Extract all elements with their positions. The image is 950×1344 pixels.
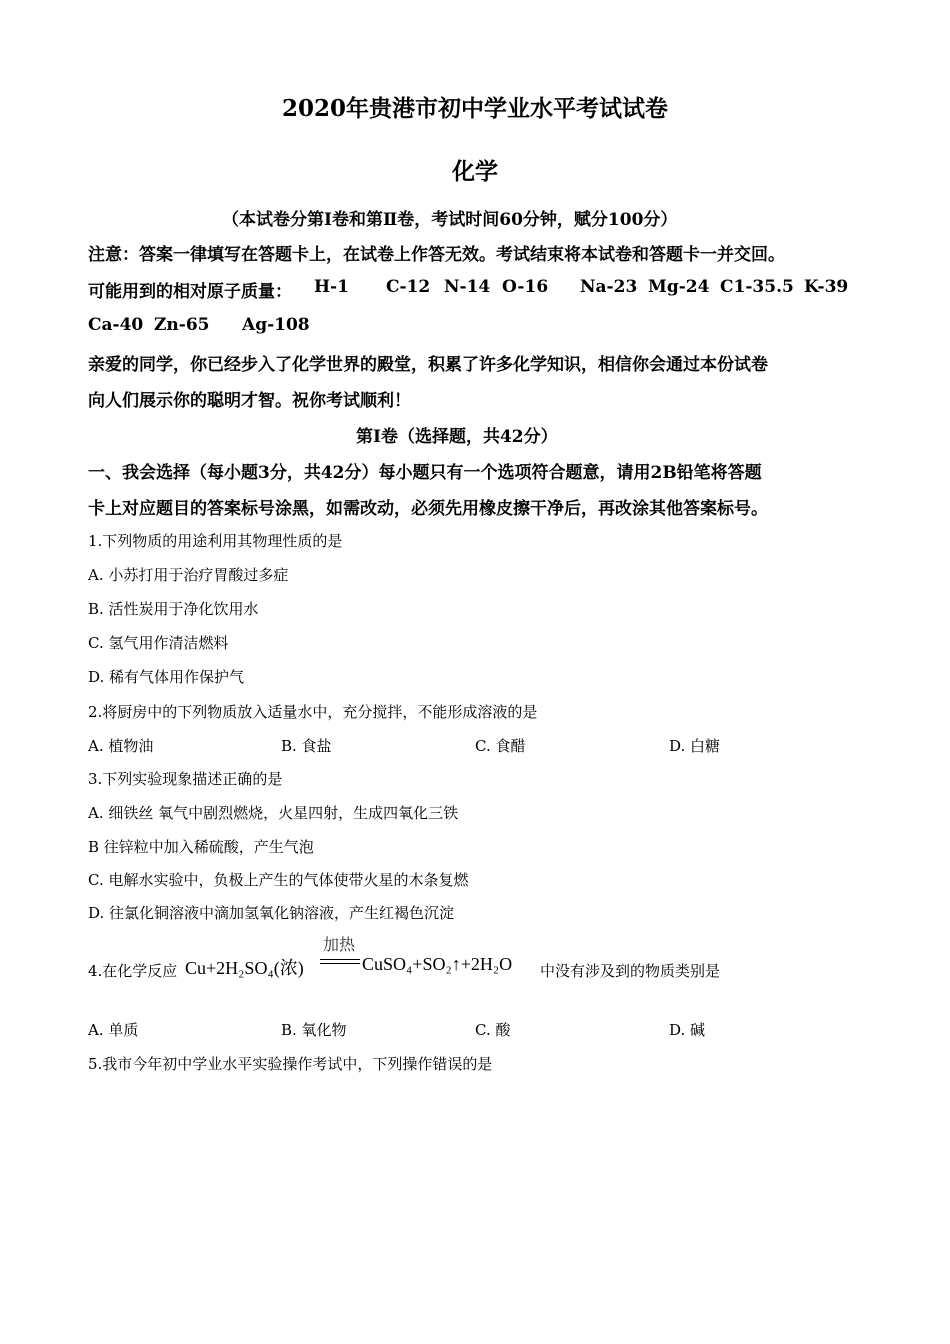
- chemical-equation: [185, 932, 545, 982]
- question-1-option-c: C. 氢气用作清洁燃料: [88, 634, 229, 652]
- question-4-stem-suffix: 中没有涉及到的物质类别是: [540, 962, 721, 980]
- question-2-option-a: A. 植物油: [88, 737, 154, 755]
- section-instruction-1: 一、我会选择（每小题3分，共42分）每小题只有一个选项符合题意，请用2B铅笔将答题: [88, 463, 762, 483]
- atomic-mass-item: Ag-108: [242, 315, 310, 335]
- question-2-stem: 2.将厨房中的下列物质放入适量水中，充分搅拌，不能形成溶液的是: [88, 703, 538, 721]
- atomic-mass-item: Zn-65: [154, 315, 210, 335]
- equation-reactants: Cu+2H₂SO₄(浓): [185, 958, 304, 978]
- question-2-options: [88, 735, 788, 757]
- exam-info: （本试卷分第Ⅰ卷和第Ⅱ卷，考试时间60分钟，赋分100分）: [222, 210, 678, 230]
- question-3-stem: 3.下列实验现象描述正确的是: [88, 770, 283, 788]
- question-4-option-c: C. 酸: [475, 1021, 511, 1039]
- atomic-mass-item: O-16: [502, 277, 549, 297]
- atomic-mass-item: K-39: [804, 277, 849, 297]
- atomic-mass-item: Ca-40: [88, 315, 144, 335]
- atomic-mass-item: H-1: [314, 277, 349, 297]
- question-3-option-d: D. 往氯化铜溶液中滴加氢氧化钠溶液，产生红褐色沉淀: [88, 904, 455, 922]
- greeting-line-1: 亲爱的同学，你已经步入了化学世界的殿堂，积累了许多化学知识，相信你会通过本份试卷: [88, 355, 768, 375]
- atomic-mass-item: C-12: [386, 277, 431, 297]
- section-title: 第I卷（选择题，共42分）: [356, 427, 558, 447]
- question-4-option-d: D. 碱: [669, 1021, 706, 1039]
- atomic-mass-item: N-14: [444, 277, 491, 297]
- exam-title: 2020年贵港市初中学业水平考试试卷: [281, 95, 668, 122]
- equation-condition: 加热: [323, 935, 356, 954]
- atomic-mass-item: Mg-24: [648, 277, 710, 297]
- question-3-option-c: C. 电解水实验中，负极上产生的气体使带火星的木条复燃: [88, 871, 469, 889]
- question-4-stem-prefix: 4.在化学反应: [88, 962, 178, 980]
- atomic-mass-line-2: [88, 315, 488, 339]
- notice: 注意：答案一律填写在答题卡上，在试卷上作答无效。考试结束将本试卷和答题卡一并交回。: [88, 245, 785, 265]
- greeting-line-2: 向人们展示你的聪明才智。祝你考试顺利！: [88, 391, 411, 411]
- subject-title: 化学: [452, 158, 498, 185]
- question-2-option-d: D. 白糖: [669, 737, 721, 755]
- equation-equals-bar: [320, 959, 360, 960]
- question-2-option-c: C. 食醋: [475, 737, 526, 755]
- question-4-options: [88, 1019, 788, 1041]
- question-1-stem: 1.下列物质的用途利用其物理性质的是: [88, 532, 343, 550]
- atomic-mass-label: 可能用到的相对原子质量：: [88, 282, 292, 302]
- question-5-stem: 5.我市今年初中学业水平实验操作考试中，下列操作错误的是: [88, 1055, 493, 1073]
- question-3-option-b: B 往锌粒中加入稀硫酸，产生气泡: [88, 838, 314, 856]
- section-instruction-2: 卡上对应题目的答案标号涂黑，如需改动，必须先用橡皮擦干净后，再改涂其他答案标号。: [88, 499, 768, 519]
- question-4-option-b: B. 氧化物: [281, 1021, 347, 1039]
- question-3-option-a: A. 细铁丝 氧气中剧烈燃烧，火星四射，生成四氧化三铁: [88, 804, 459, 822]
- question-1-option-b: B. 活性炭用于净化饮用水: [88, 600, 259, 618]
- question-1-option-a: A. 小苏打用于治疗胃酸过多症: [88, 566, 289, 584]
- question-2-option-b: B. 食盐: [281, 737, 332, 755]
- atomic-mass-line: [88, 277, 888, 301]
- question-4-option-a: A. 单质: [88, 1021, 139, 1039]
- equation-products: CuSO₄+SO₂↑+2H₂O: [362, 954, 513, 974]
- atomic-mass-item: Na-23: [580, 277, 638, 297]
- equation-equals-bar: [320, 963, 360, 964]
- atomic-mass-item: C1-35.5: [720, 277, 794, 297]
- question-1-option-d: D. 稀有气体用作保护气: [88, 668, 245, 686]
